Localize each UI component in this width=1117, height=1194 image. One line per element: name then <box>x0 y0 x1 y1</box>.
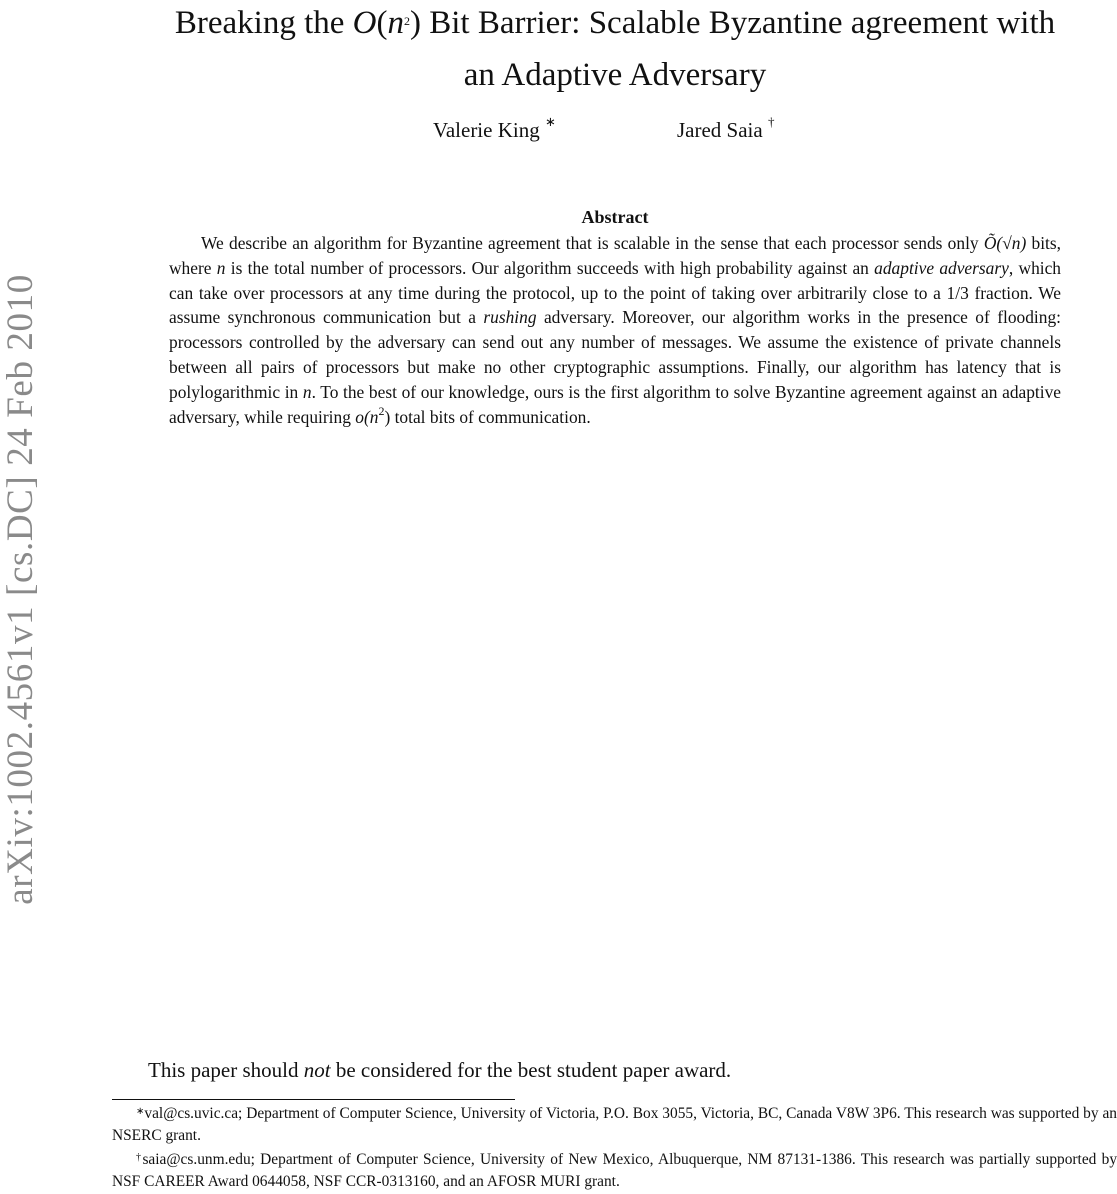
footnote-divider <box>112 1099 515 1100</box>
footnote-saia: †saia@cs.unm.edu; Department of Computer Science, University of New Mexico, Albuquerque, NM 87131-1386. This research was partially supported by NSF CAREER Award 0644058, NSF CCR-0313160, and an AFOSR MURI grant. <box>112 1151 1117 1190</box>
author-jared-saia: Jared Saia † <box>677 114 775 142</box>
title-line-1: Breaking the $O(n^2)$ Bit Barrier: Scalable Byzantine agreement with <box>174 5 1056 41</box>
footnote-king: ∗val@cs.uvic.ca; Department of Computer Science, University of Victoria, P.O. Box 3055, Victoria, BC, Canada V8W 3P6. This research was supported by an NSERC grant. <box>112 1105 1117 1144</box>
title-line-2: an Adaptive Adversary <box>463 57 767 93</box>
author-valerie-king: Valerie King ∗ <box>433 114 556 142</box>
arxiv-sidebar-stamp <box>0 236 41 942</box>
abstract-heading: Abstract <box>581 207 649 227</box>
award-note: This paper should not be considered for the best student paper award. <box>148 1058 732 1082</box>
arxiv-id-label: arXiv:1002.4561v1 [cs.DC] 24 Feb 2010 <box>0 273 41 905</box>
paper-title <box>110 0 1117 98</box>
abstract-body: We describe an algorithm for Byzantine agreement that is scalable in the sense that each processor sends only Õ(√n) bits, where n is the total number of processors. Our algorithm succeeds with high probability against an adaptive adversary, which can take over processors at any time during the protocol, up to the point of taking over arbitrarily close to a 1/3 fraction. We assume synchronous communication but a rushing adversary. Moreover, our algorithm works in the presence of flooding: processors controlled by the adversary can send out any number of messages. We assume the existence of private channels between all pairs of processors but make no other cryptographic assumptions. Finally, our algorithm has latency that is polylogarithmic in n. To the best of our knowledge, ours is the first algorithm to solve Byzantine agreement against an adaptive adversary, while requiring $o(n^2)$ total bits of communication. <box>169 233 1062 427</box>
